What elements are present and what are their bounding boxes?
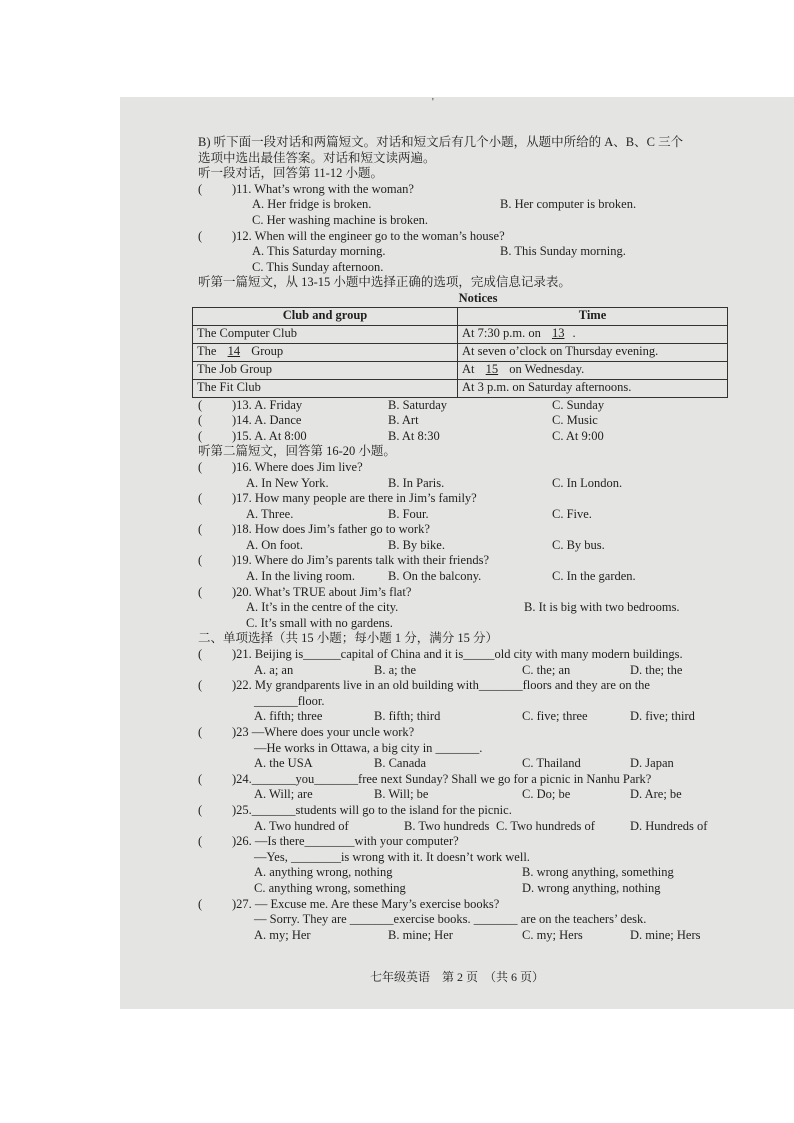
option-b: B. Her computer is broken. [500, 197, 637, 212]
passage-2-intro: 听第二篇短文，回答第 16-20 小题。 [198, 444, 396, 459]
option-b: B. wrong anything, something [522, 865, 674, 880]
option-b: B. Two hundreds [404, 818, 490, 833]
cell-text: on Wednesday. [509, 362, 585, 377]
table-header-row [193, 307, 728, 325]
option-b: B. Art [388, 413, 419, 428]
option-a: A. Will; are [254, 787, 313, 802]
option-b: B. In Paris. [388, 475, 445, 490]
option-b: B. At 8:30 [388, 428, 440, 443]
table-cell [458, 361, 728, 379]
table-cell: At 3 p.m. on Saturday afternoons. [458, 379, 728, 397]
question-12-options-2 [198, 260, 758, 276]
question-25-options [198, 819, 758, 835]
question-stem-continued: —He works in Ottawa, a big city in _______. [254, 740, 483, 755]
answer-paren: ( [198, 459, 203, 474]
section-b-intro-2: 选项中选出最佳答案。对话和短文读两遍。 [198, 150, 436, 165]
question-19 [198, 553, 758, 569]
dialog-intro: 听一段对话，回答第 11-12 小题。 [198, 166, 383, 181]
option-c: C. Sunday [552, 397, 605, 412]
section-2-title: 二、单项选择（共 15 小题；每小题 1 分，满分 15 分） [198, 631, 499, 646]
question-stem: )25._______students will go to the island for the picnic. [232, 802, 512, 817]
option-a: A. a; an [254, 662, 294, 677]
question-15 [198, 429, 758, 445]
option-a: A. my; Her [254, 927, 311, 942]
question-25 [198, 803, 758, 819]
question-11-options [198, 197, 758, 213]
answer-paren: ( [198, 181, 203, 196]
option-c: C. Do; be [522, 787, 571, 802]
answer-paren: ( [198, 896, 203, 911]
question-26-stem-2 [198, 850, 758, 866]
question-27-options [198, 928, 758, 944]
question-17 [198, 491, 758, 507]
table-cell [458, 325, 728, 343]
option-c: C. In London. [552, 475, 623, 490]
answer-paren: ( [198, 834, 203, 849]
question-22-options [198, 709, 758, 725]
question-13 [198, 398, 758, 414]
option-a: A. the USA [254, 756, 313, 771]
question-stem: )27. — Excuse me. Are these Mary’s exercise books? [232, 896, 500, 911]
table-row [193, 343, 728, 361]
option-a: A. fifth; three [254, 709, 323, 724]
notices-table [192, 307, 728, 398]
table-cell: The Fit Club [193, 379, 458, 397]
option-a: A. On foot. [246, 537, 303, 552]
exam-page [120, 97, 794, 1009]
option-a: A. In the living room. [246, 569, 356, 584]
table-header-club: Club and group [193, 307, 458, 325]
question-19-options [198, 569, 758, 585]
answer-paren: ( [198, 397, 203, 412]
question-12 [198, 229, 758, 245]
option-b: B. It is big with two bedrooms. [524, 600, 680, 615]
passage-1-intro: 听第一篇短文，从 13-15 小题中选择正确的选项，完成信息记录表。 [198, 275, 571, 290]
question-stem: )20. What’s TRUE about Jim’s flat? [232, 584, 412, 599]
option-b: B. On the balcony. [388, 569, 482, 584]
table-title: Notices [458, 290, 498, 305]
option-a: A. It’s in the centre of the city. [246, 600, 399, 615]
option-c: C. my; Hers [522, 927, 583, 942]
option-d: D. five; third [630, 709, 695, 724]
question-stem: )23 —Where does your uncle work? [232, 725, 415, 739]
cell-text: At [462, 362, 475, 377]
option-a: A. Her fridge is broken. [252, 197, 372, 212]
option-d: D. mine; Hers [630, 927, 701, 942]
question-stem: )17. How many people are there in Jim’s family? [232, 491, 477, 506]
question-21-options [198, 663, 758, 679]
question-20-options-2 [198, 616, 758, 632]
table-cell: At seven o’clock on Thursday evening. [458, 343, 728, 361]
option-d: D. Hundreds of [630, 818, 708, 833]
table-row [193, 361, 728, 379]
question-stem: )15. A. At 8:00 [232, 428, 307, 443]
option-c: C. Her washing machine is broken. [252, 212, 429, 227]
question-22-stem-2 [198, 694, 758, 710]
option-b: B. Four. [388, 506, 429, 521]
question-11 [198, 182, 758, 198]
question-12-options [198, 244, 758, 260]
question-17-options [198, 507, 758, 523]
question-stem: )21. Beijing is______capital of China and it is_____old city with many modern buildings. [232, 647, 683, 662]
question-16 [198, 460, 758, 476]
page-content [198, 135, 758, 943]
answer-paren: ( [198, 522, 203, 537]
page-footer: 七年级英语 第 2 页 （共 6 页） [369, 970, 544, 984]
option-d: D. Are; be [630, 787, 682, 802]
question-stem-continued: _______floor. [254, 693, 325, 708]
option-b: B. Canada [374, 756, 427, 771]
option-b: B. Will; be [374, 787, 429, 802]
question-26-options-2 [198, 881, 758, 897]
question-23-options [198, 756, 758, 772]
option-a: A. anything wrong, nothing [254, 865, 393, 880]
question-stem: )18. How does Jim’s father go to work? [232, 522, 430, 537]
option-b: B. mine; Her [388, 927, 453, 942]
section-b-intro-1: B) 听下面一段对话和两篇短文。对话和短文后有几个小题，从题中所给的 A、B、C 三个 [198, 135, 684, 149]
option-b: B. Saturday [388, 397, 448, 412]
blank-14: 14 [227, 344, 241, 359]
question-23-stem-2 [198, 741, 758, 757]
question-20 [198, 585, 758, 601]
option-b: B. fifth; third [374, 709, 441, 724]
option-c: C. It’s small with no gardens. [246, 615, 393, 630]
option-c: C. five; three [522, 709, 588, 724]
answer-paren: ( [198, 228, 203, 243]
answer-paren: ( [198, 647, 203, 662]
answer-paren: ( [198, 678, 203, 693]
question-18-options [198, 538, 758, 554]
table-cell: The Job Group [193, 361, 458, 379]
option-c: C. This Sunday afternoon. [252, 259, 384, 274]
blank-15: 15 [485, 362, 499, 377]
option-c: C. At 9:00 [552, 428, 604, 443]
question-24 [198, 772, 758, 788]
option-d: D. the; the [630, 662, 683, 677]
option-a: A. Two hundred of [254, 818, 349, 833]
answer-paren: ( [198, 553, 203, 568]
answer-paren: ( [198, 428, 203, 443]
cell-text: The [197, 344, 217, 359]
option-c: C. Music [552, 413, 598, 428]
answer-paren: ( [198, 771, 203, 786]
table-row [193, 379, 728, 397]
question-stem: )19. Where do Jim’s parents talk with their friends? [232, 553, 489, 568]
option-c: C. anything wrong, something [254, 880, 406, 895]
question-11-options-2 [198, 213, 758, 229]
option-c: C. By bus. [552, 537, 605, 552]
answer-paren: ( [198, 413, 203, 428]
question-26 [198, 834, 758, 850]
question-stem: )11. What’s wrong with the woman? [232, 181, 414, 196]
table-cell [193, 343, 458, 361]
question-14 [198, 413, 758, 429]
option-c: C. the; an [522, 662, 571, 677]
top-mark: ' [432, 97, 434, 108]
option-c: C. Two hundreds of [496, 818, 595, 833]
option-c: C. Five. [552, 506, 592, 521]
question-24-options [198, 787, 758, 803]
table-row [193, 325, 728, 343]
option-c: C. Thailand [522, 756, 581, 771]
table-cell: The Computer Club [193, 325, 458, 343]
answer-paren: ( [198, 491, 203, 506]
question-27 [198, 897, 758, 913]
cell-text: . [572, 326, 576, 341]
option-c: C. In the garden. [552, 569, 636, 584]
question-stem: )26. —Is there________with your computer? [232, 834, 459, 849]
question-22 [198, 678, 758, 694]
question-26-options [198, 865, 758, 881]
option-b: B. a; the [374, 662, 417, 677]
option-a: A. In New York. [246, 475, 329, 490]
option-d: D. wrong anything, nothing [522, 880, 661, 895]
table-header-time: Time [458, 307, 728, 325]
cell-text: Group [251, 344, 284, 359]
question-stem: )24._______you_______free next Sunday? Shall we go for a picnic in Nanhu Park? [232, 771, 652, 786]
option-b: B. By bike. [388, 537, 445, 552]
question-stem-continued: — Sorry. They are _______exercise books. _______ are on the teachers’ desk. [254, 912, 647, 927]
question-27-stem-2 [198, 912, 758, 928]
question-stem: )16. Where does Jim live? [232, 459, 363, 474]
answer-paren: ( [198, 584, 203, 599]
question-18 [198, 522, 758, 538]
option-a: A. This Saturday morning. [252, 244, 386, 259]
question-16-options [198, 476, 758, 492]
answer-paren: ( [198, 802, 203, 817]
option-a: A. Three. [246, 506, 294, 521]
blank-13: 13 [551, 326, 565, 341]
question-stem-continued: —Yes, ________is wrong with it. It doesn’t work well. [254, 849, 530, 864]
question-stem: )13. A. Friday [232, 397, 303, 412]
answer-paren: ( [198, 725, 203, 739]
question-stem: )14. A. Dance [232, 413, 302, 428]
option-d: D. Japan [630, 756, 674, 771]
question-20-options [198, 600, 758, 616]
question-23 [198, 725, 758, 741]
question-stem: )22. My grandparents live in an old building with_______floors and they are on the [232, 678, 650, 693]
question-21 [198, 647, 758, 663]
question-stem: )12. When will the engineer go to the woman’s house? [232, 228, 505, 243]
option-b: B. This Sunday morning. [500, 244, 626, 259]
cell-text: At 7:30 p.m. on [462, 326, 541, 341]
